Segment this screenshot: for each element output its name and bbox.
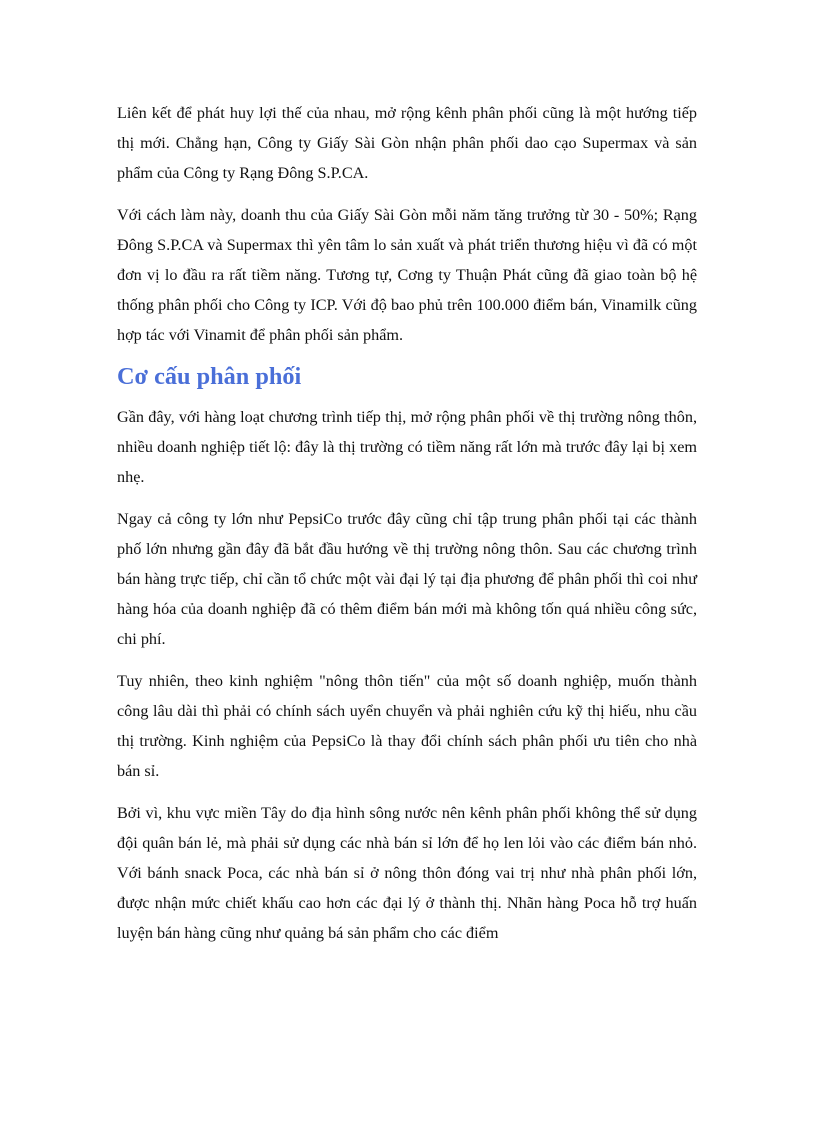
section-heading: Cơ cấu phân phối — [117, 363, 302, 390]
paragraph-partnership: Liên kết để phát huy lợi thế của nhau, mở rộng kênh phân phối cũng là một hướng tiếp thị mới. Chẳng hạn, Công ty Giấy Sài Gòn nhận phân phối dao cạo Supermax và sản phẩm của Công ty Rạng Đông S.P.CA. — [117, 104, 697, 182]
document-body — [117, 98, 697, 960]
paragraph-rural-market: Gần đây, với hàng loạt chương trình tiếp thị, mở rộng phân phối về thị trường nông thôn, nhiều doanh nghiệp tiết lộ: đây là thị trường có tiềm năng rất lớn mà trước đây lại bị xem nhẹ. — [117, 408, 697, 486]
paragraph-revenue-growth: Với cách làm này, doanh thu của Giấy Sài Gòn mỗi năm tăng trưởng từ 30 - 50%; Rạng Đông S.P.CA và Supermax thì yên tâm lo sản xuất và phát triển thương hiệu vì đã có một đơn vị lo đầu ra rất tiềm năng. Tương tự, Cơng ty Thuận Phát cũng đã giao toàn bộ hệ thống phân phối cho Công ty ICP. Với độ bao phủ trên 100.000 điểm bán, Vinamilk cũng hợp tác với Vinamit để phân phối sản phẩm. — [117, 206, 697, 344]
paragraph-pepsico: Ngay cả công ty lớn như PepsiCo trước đây cũng chỉ tập trung phân phối tại các thành phố lớn nhưng gần đây đã bắt đầu hướng về thị trường nông thôn. Sau các chương trình bán hàng trực tiếp, chỉ cần tổ chức một vài đại lý tại địa phương để phân phối thì coi như hàng hóa của doanh nghiệp đã có thêm điểm bán mới mà không tốn quá nhiều công sức, chi phí. — [117, 510, 697, 648]
paragraph-experience: Tuy nhiên, theo kinh nghiệm "nông thôn tiến" của một số doanh nghiệp, muốn thành công lâu dài thì phải có chính sách uyển chuyển và phải nghiên cứu kỹ thị hiếu, nhu cầu thị trường. Kinh nghiệm của PepsiCo là thay đổi chính sách phân phối ưu tiên cho nhà bán sỉ. — [117, 672, 697, 780]
paragraph-mekong-delta: Bởi vì, khu vực miền Tây do địa hình sông nước nên kênh phân phối không thể sử dụng đội quân bán lẻ, mà phải sử dụng các nhà bán sỉ lớn để họ len lỏi vào các điểm bán nhỏ. Với bánh snack Poca, các nhà bán sỉ ở nông thôn đóng vai trị như nhà phân phối lớn, được nhận mức chiết khấu cao hơn các đại lý ở thành thị. Nhãn hàng Poca hỗ trợ huấn luyện bán hàng cũng như quảng bá sản phẩm cho các điểm — [117, 804, 697, 942]
